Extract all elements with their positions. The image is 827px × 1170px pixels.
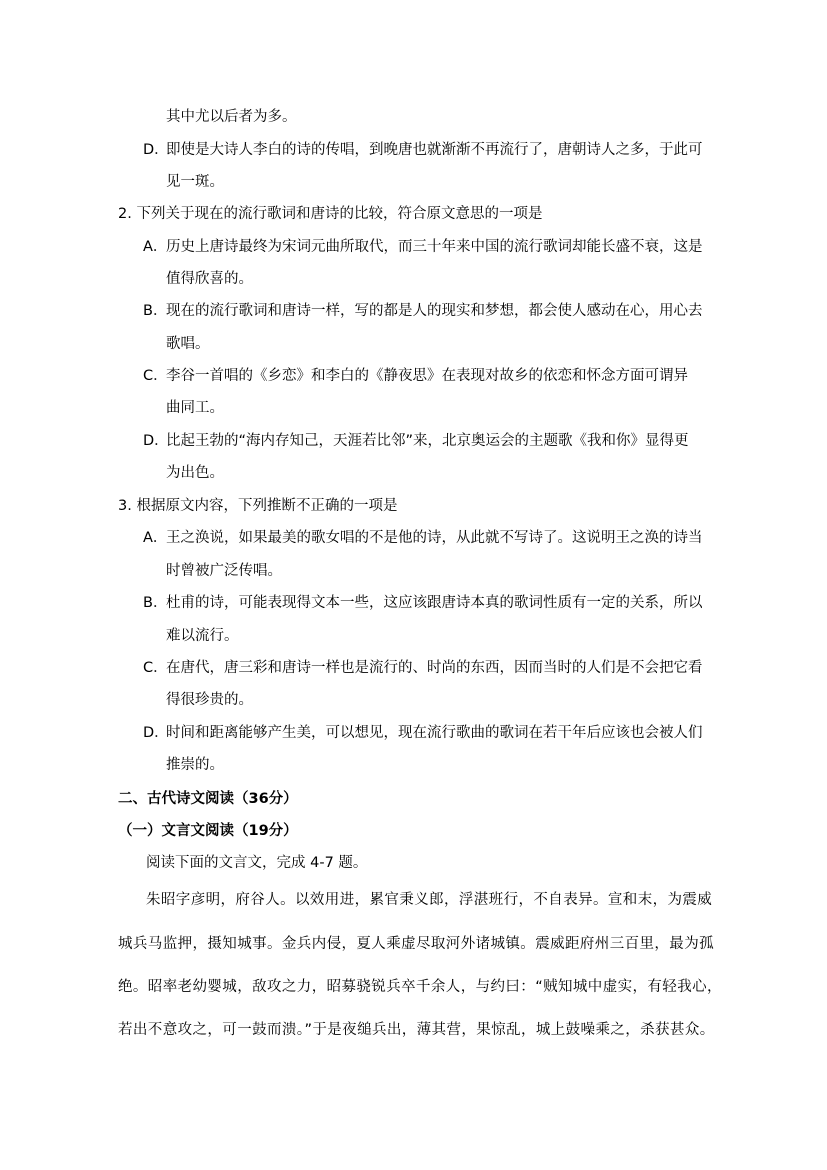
q2-option-d-line2: 为出色。 xyxy=(166,465,224,481)
q2-option-a-label: A． xyxy=(143,239,168,255)
q2-option-c-label: C． xyxy=(143,368,168,384)
q3-stem: 3. 根据原文内容，下列推断不正确的一项是 xyxy=(118,498,398,514)
q1-option-d-line2: 见一斑。 xyxy=(166,174,224,190)
section-heading: 二、古代诗文阅读（36分） xyxy=(118,791,298,807)
q2-option-a-line2: 值得欣喜的。 xyxy=(166,271,253,287)
q2-option-c-line2: 曲同工。 xyxy=(166,400,224,416)
q2-option-d-line1: 比起王勃的“海内存知己，天涯若比邻”来，北京奥运会的主题歌《我和你》显得更 xyxy=(166,433,689,449)
q3-option-c-line1: 在唐代，唐三彩和唐诗一样也是流行的、时尚的东西，因而当时的人们是不会把它看 xyxy=(166,660,703,676)
q2-option-b-label: B． xyxy=(143,303,168,319)
q3-option-b-line1: 杜甫的诗，可能表现得文本一些，这应该跟唐诗本真的歌词性质有一定的关系，所以 xyxy=(166,595,703,611)
q3-option-b-label: B． xyxy=(143,595,168,611)
q2-option-c-line1: 李谷一首唱的《乡恋》和李白的《静夜思》在表现对故乡的依恋和怀念方面可谓异 xyxy=(166,368,688,384)
q2-option-d-label: D． xyxy=(143,433,169,449)
q3-option-d-label: D． xyxy=(143,725,169,741)
q3-option-b-line2: 难以流行。 xyxy=(166,628,239,644)
q3-option-a-line1: 王之涣说，如果最美的歌女唱的不是他的诗，从此就不写诗了。这说明王之涣的诗当 xyxy=(166,530,703,546)
passage-line-4: 若出不意攻之，可一鼓而溃。”于是夜缒兵出，薄其营，果惊乱，城上鼓噪乘之，杀获甚众。 xyxy=(118,1022,715,1038)
passage-line-3: 绝。昭率老幼婴城，敌攻之力，昭募骁锐兵卒千余人，与约曰：“贼知城中虚实，有轻我心， xyxy=(118,979,722,995)
q2-option-a-line1: 历史上唐诗最终为宋词元曲所取代，而三十年来中国的流行歌词却能长盛不衰，这是 xyxy=(166,239,703,255)
q3-option-a-label: A． xyxy=(143,530,168,546)
passage-line-2: 城兵马监押，摄知城事。金兵内侵，夏人乘虚尽取河外诸城镇。震威距府州三百里，最为孤 xyxy=(118,936,714,952)
q1-option-c-continuation: 其中尤以后者为多。 xyxy=(166,109,297,125)
passage-line-1: 朱昭字彦明，府谷人。以效用进，累官秉义郎，浮湛班行，不自表异。宣和末，为震威 xyxy=(146,892,713,908)
q1-option-d-line1: 即使是大诗人李白的诗的传唱，到晚唐也就渐渐不再流行了，唐朝诗人之多，于此可 xyxy=(166,142,703,158)
q1-option-d-label: D． xyxy=(143,142,169,158)
q3-option-a-line2: 时曾被广泛传唱。 xyxy=(166,563,282,579)
subsection-heading: （一）文言文阅读（19分） xyxy=(118,823,298,839)
q2-option-b-line2: 歌唱。 xyxy=(166,336,210,352)
reading-instruction: 阅读下面的文言文，完成 4-7 题。 xyxy=(146,855,368,871)
q2-option-b-line1: 现在的流行歌词和唐诗一样，写的都是人的现实和梦想，都会使人感动在心，用心去 xyxy=(166,303,703,319)
q3-option-d-line2: 推崇的。 xyxy=(166,757,224,773)
q3-option-c-label: C． xyxy=(143,660,168,676)
q2-stem: 2. 下列关于现在的流行歌词和唐诗的比较，符合原文意思的一项是 xyxy=(118,206,543,222)
q3-option-c-line2: 得很珍贵的。 xyxy=(166,692,253,708)
q3-option-d-line1: 时间和距离能够产生美，可以想见，现在流行歌曲的歌词在若干年后应该也会被人们 xyxy=(166,725,703,741)
